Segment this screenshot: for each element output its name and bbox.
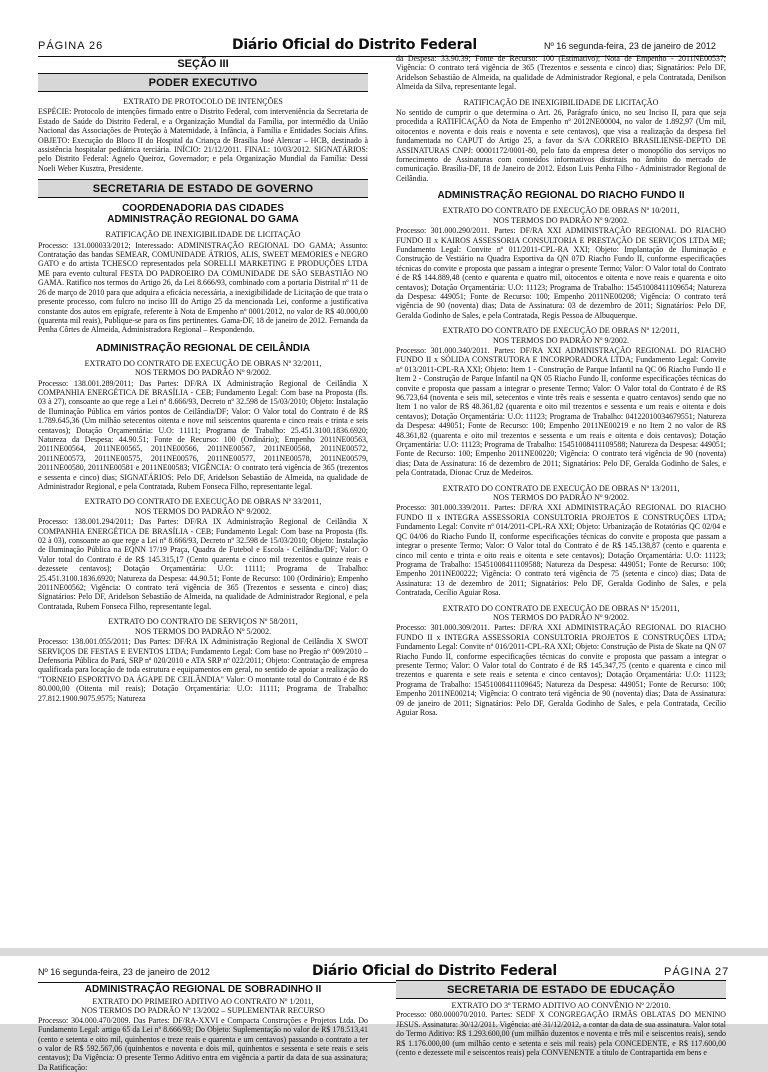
- contract-32-text: Processo: 138.001.289/2011; Das Partes: DF/RA IX Administração Regional de Ceilândia X COMPANHIA ENERGÉTICA DE BRASÍLIA - CEB; Fundamento Legal: Com base na Proposta (fls. 03 à 27), consoante ao que rege a Lei nº 8.666/93, Decreto nº 32.598 de 15/03/2010; Objeto: Instalação de Iluminação Pública em vários pontos de Ceilândia/DF; Valor: O Valor total do Contrato é de R$ 1.789.645,36 (Um milhão setecentos oitenta e nove mil seiscentos quarenta e cinco reais e trinta e seis centavos); Dotação Orçamentária: U.O: 11111; Programa de Trabalho: 25.451.3100.1836.6920; Natureza da Despesa: 44.90.51; Fonte de Recurso: 100 (Ordinário); Empenho 2011NE00563, 2011NE00564, 2011NE00565, 2011NE00566, 2011NE00567, 2011NE00568, 2011NE00572, 2011NE00573, 2011NE00575, 2011NE00576, 2011NE00577, 2011NE00578, 2011NE00579, 2011NE00580, 2011NE00581 e 2011NE00583; VIGÊNCIA: O contrato terá vigência de 365 (trezentos e sessenta e cinco) dias; SIGNATÁRIOS: Pelo DF, Aridelson Sebastião de Almeida, na qualidade de Administrador Regional, e pela Contratada, Rubem Fonseca Filho, representante legal.: [38, 378, 368, 491]
- left-column: [38, 58, 368, 948]
- protocol-title: EXTRATO DE PROTOCOLO DE INTENÇÕES: [123, 97, 283, 106]
- right-column-27: [396, 984, 726, 1058]
- contract-58-text: Processo: 138.001.055/2011; Das Partes: DF/RA IX Administração Regional de Ceilândia X SWOT SERVIÇOS DE FESTAS E EVENTOS LTDA; Fundamento Legal: Com base no Pregão nº 009/2010 – Defensoria Pública do Pará, SRP nº 020/2010 e ATA SRP nº 022/2011; Objeto: Contratação de empresa qualificada para locação de toda estrutura e equipamentos em geral, no sentido de apoiar a realização do "TORNEIO ESPORTIVO DA ÁGAPE DE CEILÂNDIA" Valor: O montante total do Contrato é de R$ 80.000,00 (Oitenta mil reais); Dotação Orçamentária: U.O: 11111; Programa de Trabalho: 27.812.1900.9075.9575; Natureza: [38, 637, 368, 703]
- convenio-aditivo-title: EXTRATO DO 3º TERMO ADITIVO AO CONVÊNIO Nº 2/2010.: [451, 1001, 671, 1010]
- left-column-27: [38, 984, 368, 1072]
- riacho-fundo-org-heading: ADMINISTRAÇÃO REGIONAL DO RIACHO FUNDO II: [437, 190, 685, 202]
- works-13-title: EXTRATO DO CONTRATO DE EXECUÇÃO DE OBRAS Nº 13/2011, NOS TERMOS DO PADRÃO Nº 9/2002.: [442, 483, 680, 503]
- gama-ratification-title: RATIFICAÇÃO DE INEXIGIBILIDADE DE LICITAÇÃO: [105, 230, 301, 240]
- works-15-title: EXTRATO DO CONTRATO DE EXECUÇÃO DE OBRAS Nº 15/2011, NOS TERMOS DO PADRÃO Nº 9/2002.: [442, 603, 680, 622]
- protocol-text: ESPÉCIE: Protocolo de intenções firmado entre o Distrito Federal, com interveniência da Secretaria de Estado de Saúde do Distrito Federal, e a Organização Mundial da Família, por intermédio da União Nacional das Associações de Proteção à Maternidade, à Infância, à Família e Entidades Sociais Afins. OBJETO: Execução do Bloco II do Hospital da Criança de Brasília José Alencar – HCB, destinado à assistência hospitalar pediátrica terciária. INÍCIO: 21/12/2011. FINAL: 10/03/2012. SIGNATÁRIOS: pelo Distrito Federal: Agnelo Queiroz, Governador; e pela Organização Mundial da Família: Dessi Noeli Weber Kusztra, Presidente.: [38, 107, 368, 173]
- ceilandia-ratification-title: RATIFICAÇÃO DE INEXIGIBILIDADE DE LICITAÇÃO: [463, 97, 659, 107]
- contract-33-text: Processo: 138.001.294/2011; Das Partes: DF/RA IX Administração Regional de Ceilândia X COMPANHIA ENERGÉTICA DE BRASÍLIA - CEB; Fundamento Legal: Com base na Proposta (fls. 02 à 03), consoante ao que rege a Lei nº 8.666/93, Decreto nº 32.598 de 15/03/2010; Objeto: Instalação de Iluminação Pública na EQNN 17/19 Praça, Quadra de Futebol e Escola - Ceilândia/DF; Valor: O Valor total do Contrato é de R$ 145.315,17 (Cento quarenta e cinco mil trezentos e quinze reais e dezessete centavos); Dotação Orçamentária: U.O: 11111; Programa de Trabalho: 25.451.3100.1836.6920; Natureza da Despesa: 44.90.51; Fonte de Recurso: 100 (Ordinário); Empenho 2011NE00562; Vigência: O contrato terá vigência de 365 (Trezentos e sessenta e cinco) dias; Signatários: Pelo DF, Aridelson Sebastião de Almeida, na qualidade de Administrador Regional, e pela Contratada, Rubem Fonseca Filho, representante legal.: [38, 517, 368, 611]
- right-column: [396, 54, 726, 948]
- works-13-text: Processo: 301.000.339/2011. Partes: DF/RA XXI ADMINISTRAÇÃO REGIONAL DO RIACHO FUNDO II x INTEGRA ASSESSORIA CONSULTORIA PROJETOS E CONSTRUÇÕES LTDA; Fundamento Legal: Convite nº 014/2011-CPL-RA XXI; Objeto: Urbanização de Rotatórias QC 02/04 e QC 04/06 do Riacho Fundo II, conforme especificações técnicas do convite e proposta que passam a integrar o presente Termo; Valor: O Valor total do Contrato é de R$ 145.138,87 (cento e quarenta e cinco mil cento e trinta e oito reais e oitenta e sete centavos); Dotação Orçamentária: U.O: 11123; Programa de Trabalho: 15451008411109588; Natureza da Despesa: 449051; Fonte de Recurso: 100; Empenho 2011NE00222; Vigência: O contrato terá vigência de 75 (setenta e cinco) dias; Data de Assinatura: 13 de dezembro de 2011; Signatários: Pelo DF, Geralda Godinho de Sales, e pela Contratada, Cecílio Aguiar Rosa.: [396, 503, 726, 598]
- issue-date-27: Nº 16 segunda-feira, 23 de janeiro de 2012: [38, 967, 210, 977]
- works-15-text: Processo: 301.000.309/2011. Partes: DF/RA XXI ADMINISTRAÇÃO REGIONAL DO RIACHO FUNDO II x INTEGRA ASSESSORIA CONSULTORIA PROJETOS E CONSTRUÇÕES LTDA; Fundamento Legal: Convite nº 016/2011-CPL-RA XXI; Objeto: Construção de Pista de Skate na QN 07 Riacho Fundo II, conforme especificações técnicas do convite e proposta que passam a integrar o presente Termo; Valor: O Valor total do Contrato é de R$ 145.347,75 (cento e quarenta e cinco mil trezentos e quarenta e sete reais e setenta e cinco centavos); Dotação Orçamentária: U.O: 11123; Programa de Trabalho: 15451008411109645; Natureza da Despesa: 449051; Fonte de Recurso: 100; Empenho 2011NE00214; Vigência: O contrato terá vigência de 90 (noventa) dias; Data de Assinatura: 09 de janeiro de 2011; Signatários: Pelo DF, Geralda Godinho de Sales, e pela Contratada, Cecílio Aguiar Rosa.: [396, 623, 726, 717]
- sobradinho-aditivo-text: Processo: 304.000.470/2009. Das Partes: DF/RA-XXVI e Compacta Construções e Projetos Ltda. Do Fundamento Legal: artigo 65 da Lei nº 8.666/93; Do Objeto: Suplementação no valor de R$ 178.513,41 (cento e setenta e oito mil, quinhentos e treze reais e quarenta e um centavos) passando o contrato a ter o valor de R$ 592.567,06 (quinhentos e noventa e dois mil, quinhentos e sessenta e sete reais e seis centavos); Da Vigência: O presente Termo Aditivo entra em vigência a partir da data de sua assinatura; Da Ratificação:: [38, 1015, 368, 1072]
- sobradinho-aditivo-title: EXTRATO DO PRIMEIRO ADITIVO AO CONTRATO Nº 1/2011, NOS TERMOS DO PADRÃO Nº 13/2002 – SUPLEMENTAR RECURSO: [81, 997, 325, 1016]
- page-27: [0, 956, 768, 1072]
- newspaper-title-27: Diário Oficial do Distrito Federal: [312, 963, 557, 979]
- contract-58-continuation: da Despesa: 33.90.39; Fonte de Recurso: 100 (Estimativo); Nota de Empenho - 2011NE00537; Vigência: O contrato terá vigência de 365 (Trezentos e sessenta e cinco) dias; Signatários: Pelo DF, Aridelson Sebastião de Almeida, na qualidade de Administrador Regional, e pela Contratada, Denilson Almeida da Silva, representante legal.: [396, 54, 726, 92]
- contract-32-title: EXTRATO DO CONTRATO DE EXECUÇÃO DE OBRAS Nº 32/2011, NOS TERMOS DO PADRÃO Nº 9/2002.: [84, 358, 322, 378]
- contract-58-title: EXTRATO DO CONTRATO DE SERVIÇOS Nº 58/2011, NOS TERMOS DO PADRÃO Nº 5/2002.: [108, 617, 298, 636]
- issue-date: Nº 16 segunda-feira, 23 de janeiro de 2012: [544, 41, 716, 51]
- works-10-text: Processo: 301.000.290/2011. Partes: DF/RA XXI ADMINISTRAÇÃO REGIONAL DO RIACHO FUNDO II x KAIROS ASSESSORIA CONSULTORIA E PRESTAÇÃO DE SERVIÇOS LTDA ME; Fundamento Legal: Convite nº 011/2011-CPL-RA XXI; Objeto: Implantação de Iluminação e Construção de Vestiário na Quadra Esportiva da QN 07D Riacho Fundo II, conforme especificações técnicas do convite e proposta que passam a integrar o presente Termo; Valor: O Valor total do Contrato é de R$ 144.889,48 (cento e quarenta e quatro mil, oitocentos e oitenta e nove reais e quarenta e oito centavos); Dotação Orçamentária: U.O: 11123; Programa de Trabalho: 15451008411109654; Natureza da Despesa: 449051; Fonte de Recurso: 100; Empenho 2011NE00208; Vigência: O contrato terá vigência de 90 (noventa) dias; Data de Assinatura: 03 de dezembro de 2011; Signatários: Pelo DF, Geralda Godinho de Sales, e pela Contratada, Regis Pessoa de Albuquerque.: [396, 226, 726, 320]
- convenio-aditivo-text: Processo: 080.000070/2010. Partes: SEDF X CONGREGAÇÃO IRMÃS OBLATAS DO MENINO JESUS. Assinatura: 30/12/2011. Vigência: até 31/12/2012, a contar da data de sua assinatura. Valor total do Termo Aditivo: R$ 1.293.600,00 (um milhão duzentos e noventa e três mil e seiscentos reais), sendo R$ 1.176.000,00 (um milhão cento e setenta e seis mil reais) pela CONCEDENTE, e R$ 117.600,00 (cento e dezessete mil e seiscentos reais) pela CONVENENTE a título de Contrapartida em bens e: [396, 1010, 726, 1058]
- works-12-text: Processo: 301.000.340/2011. Partes: DF/RA XXI ADMINISTRAÇÃO REGIONAL DO RIACHO FUNDO II x SÓLIDA CONSTRUTORA E INCORPORADORA LTDA; Fundamento Legal: Convite nº 013/2011-CPL-RA XXI; Objeto: Item 1 - Construção de Parque Infantil na QC 06 Riacho Fundo II e Item 2 - Construção de Parque Infantil na QN 05 Riacho Fundo II, conforme especificações técnicas do convite e proposta que passam a integrar o presente Termo; Valor: O Valor total do Contrato é de R$ 96.723,64 (noventa e seis mil, setecentos e vinte três reais e sessenta e quatro centavos) sendo que no Item 1 no valor de R$ 48.361,82 (quarenta e oito mil trezentos e sessenta e um reais e oitenta e dois centavos); Dotação Orçamentária: U.O: 11123; Programa de Trabalho: 04122010034679551; Natureza da Despesa: 449051; Fonte de Recurso: 100; Empenho 2011NE00219 e no Item 2 no valor de R$ 48.361,82 (quarenta e oito mil trezentos e sessenta e um reais e oitenta e dois centavos); Dotação Orçamentária: U.O: 11123; Programa de Trabalho: 15451008411109588; Natureza da Despesa: 449051; Fonte de Recurso: 100; Empenho 2011NE00220; Vigência: O contrato terá vigência de 90 (noventa) dias; Data de Assinatura: 16 de dezembro de 2011; Signatários: Pelo DF, Geralda Godinho de Sales, e pela Contratada, Dionac Cruz de Medeiros.: [396, 345, 726, 478]
- section-heading: SEÇÃO III: [177, 58, 229, 70]
- gama-org-heading: COORDENADORIA DAS CIDADES ADMINISTRAÇÃO REGIONAL DO GAMA: [107, 203, 299, 226]
- works-10-title: EXTRATO DO CONTRATO DE EXECUÇÃO DE OBRAS Nº 10/2011, NOS TERMOS DO PADRÃO Nº 9/2002.: [442, 206, 680, 225]
- secretaria-governo-band: SECRETARIA DE ESTADO DE GOVERNO: [38, 179, 368, 198]
- newspaper-title: Diário Oficial do Distrito Federal: [232, 37, 477, 53]
- sobradinho-org-heading: ADMINISTRAÇÃO REGIONAL DE SOBRADINHO II: [84, 984, 322, 995]
- secretaria-educacao-band: SECRETARIA DE ESTADO DE EDUCAÇÃO: [396, 980, 726, 999]
- contract-33-title: EXTRATO DO CONTRATO DE EXECUÇÃO DE OBRAS Nº 33/2011, NOS TERMOS DO PADRÃO Nº 9/2002.: [84, 497, 322, 516]
- page-number: PÁGINA 26: [38, 40, 104, 52]
- gama-ratification-text: Processo: 131.000033/2012; Interessado: ADMINISTRAÇÃO REGIONAL DO GAMA; Assunto: Contratação das bandas SEMEAR, COMUNIDADE ÁTRIOS, ALIS, SWEET MEMORIES e NEGRO GATO e do artista TCHESCO representados pela SORELLI MARKETING E PRODUÇÕES LTDA ME para evento cultural FESTA DO PADROEIRO DA COMUNIDADE DE SÃO SEBASTIÃO NO GAMA. Ratifico nos termos do Artigo 26, da Lei 8.666/93, combinado com a portaria Distrital nº 11 de 26 de março de 2010 para que adquira a eficácia necessária, a inexigibilidade de Licitação de que trata o presente processo, com fulcro no inciso III do Artigo 25 da mencionada Lei, conforme a justificativa constante dos autos em epígrafe, referente à Nota de Empenho nº 0001/2012, no valor de R$ 40.000,00 (quarenta mil reais), Publique-se para os fins pertinentes. Gama-DF, 18 de janeiro de 2012. Fernanda da Penha Côrtes de Almeida, Administradora Regional – Respondendo.: [38, 240, 368, 335]
- poder-executivo-band: PODER EXECUTIVO: [38, 73, 368, 92]
- page-number-27: PÁGINA 27: [664, 966, 730, 978]
- ceilandia-ratification-text: No sentido de cumprir o que determina o Art. 26, Parágrafo único, no seu Inciso II, para que seja procedida a RATIFICAÇÃO da Nota de Empenho nº 2012NE00004, no valor de 1.892,97 (Um mil, oitocentos e noventa e dois reais e noventa e sete centavos), que visa a realização da despesa fiel fundamentada no CAPUT do Artigo 25, a favor da S/A CORREIO BRASILIENSE-DEPTO DE ASSINATURAS CNPJ: 00001172/0001-80, pelo fato da empresa deter o monopólio dos serviços no fornecimento de Assinaturas com conteúdos informativos distritais no âmbito do mercado de comunicação. Brasília-DF, 18 de Janeiro de 2012. Edson Luis Penha Filho - Administrador Regional de Ceilândia.: [396, 108, 726, 183]
- works-12-title: EXTRATO DO CONTRATO DE EXECUÇÃO DE OBRAS Nº 12/2011, NOS TERMOS DO PADRÃO Nº 9/2002.: [442, 326, 680, 345]
- ceilandia-org-heading: ADMINISTRAÇÃO REGIONAL DE CEILÂNDIA: [95, 342, 311, 354]
